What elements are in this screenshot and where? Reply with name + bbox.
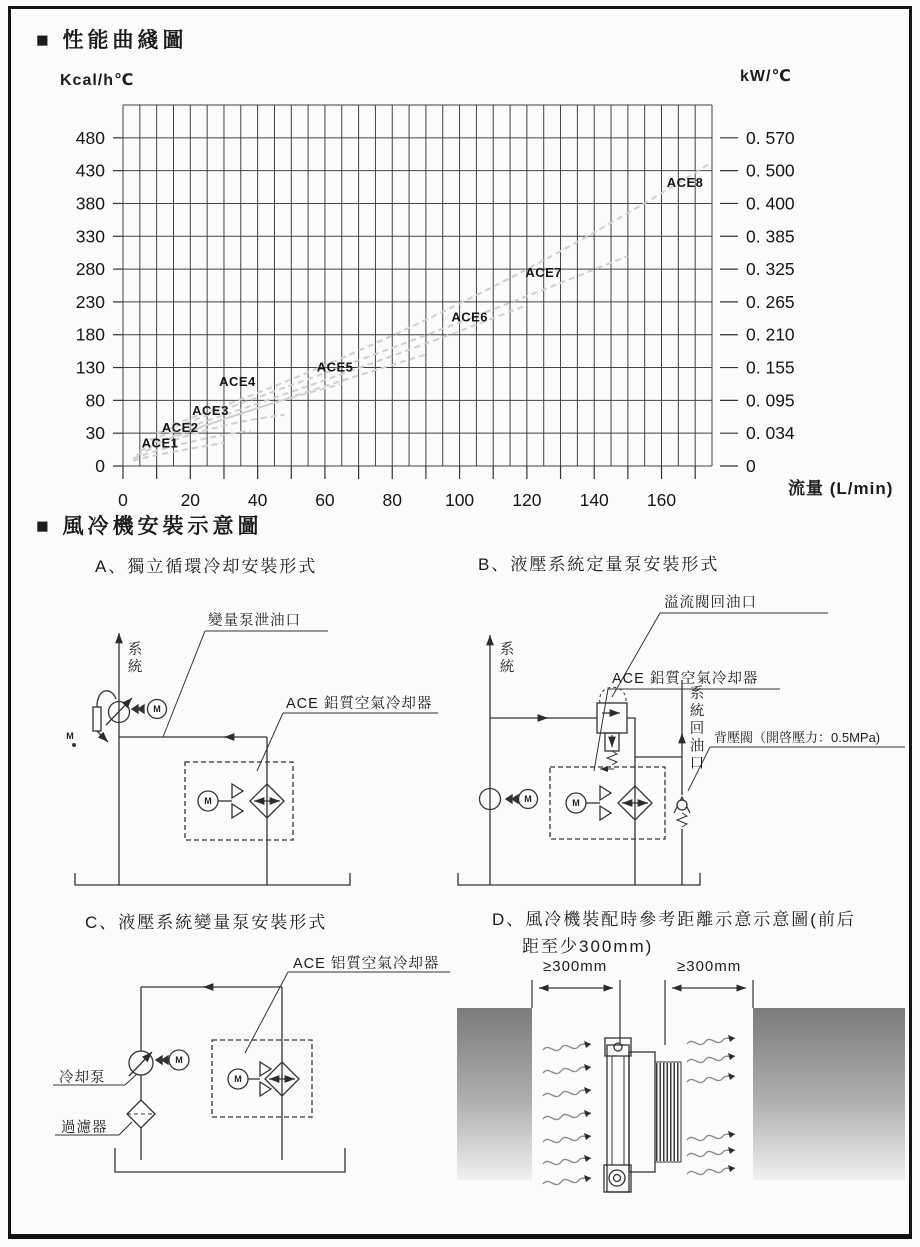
clearance-left-label: ≥300mm xyxy=(543,958,608,975)
cooler-label: ACE 鋁質空氣冷却器 xyxy=(286,696,433,712)
cooler-label: ACE 铝質空氣冷却器 xyxy=(293,956,440,972)
y-right-tick-label: 0. 265 xyxy=(746,291,795,312)
curve-label-ACE4: ACE4 xyxy=(219,373,256,389)
airflow-arrows-left xyxy=(543,1041,591,1185)
x-tick-label: 60 xyxy=(315,490,335,510)
system-label: 系統 xyxy=(125,641,142,676)
y-left-tick-label: 130 xyxy=(75,357,105,378)
y-right-tick-label: 0. 034 xyxy=(746,423,795,444)
y-right-tick-label: 0. 325 xyxy=(746,259,795,280)
curve-label-ACE3: ACE3 xyxy=(192,402,229,418)
y-left-tick-label: 80 xyxy=(85,390,105,411)
diagram-c xyxy=(45,950,460,1185)
y-left-tick-label: 180 xyxy=(75,324,105,345)
cooling-pump-label: 冷却泵 xyxy=(59,1070,106,1086)
motor-label: M xyxy=(572,798,580,808)
y-left-tick-label: 280 xyxy=(75,259,105,280)
y-right-tick-label: 0. 155 xyxy=(746,357,795,378)
diagram-c-title: C、液壓系統變量泵安裝形式 xyxy=(85,913,328,932)
dimension-lines xyxy=(532,980,753,1045)
diagram-a-title: A、獨立循環冷却安裝形式 xyxy=(95,557,318,576)
y-right-tick-label: 0 xyxy=(746,456,756,476)
curve-label-ACE6: ACE6 xyxy=(451,309,489,325)
curve-name-labels xyxy=(142,175,704,450)
y-left-tick-label: 430 xyxy=(75,160,105,181)
performance-chart xyxy=(0,0,920,520)
x-tick-label: 80 xyxy=(382,490,402,510)
y-right-tick-label: 0. 385 xyxy=(746,226,795,247)
y-left-tick-label: 230 xyxy=(75,291,105,312)
x-tick-label: 160 xyxy=(646,490,677,510)
section-title-install: ■ 風冷機安裝示意圖 xyxy=(36,515,263,538)
right-wall xyxy=(753,1008,905,1180)
y-left-tick-label: 330 xyxy=(75,226,105,247)
y-right-tick-label: 0. 210 xyxy=(746,324,795,345)
curve-label-ACE1: ACE1 xyxy=(141,435,179,451)
airflow-arrows-right xyxy=(687,1035,735,1175)
diagram-b-title: B、液壓系統定量泵安裝形式 xyxy=(478,555,720,574)
y-left-tick-label: 0 xyxy=(95,456,105,476)
diagram-b-lines xyxy=(458,613,905,885)
diagram-c-lines xyxy=(53,972,450,1172)
y-right-tick-label: 0. 500 xyxy=(746,160,795,181)
curve-label-ACE7: ACE7 xyxy=(525,264,563,280)
return-port-label: 系統回油口 xyxy=(687,685,704,773)
diagram-d xyxy=(455,950,915,1200)
x-tick-label: 140 xyxy=(579,490,609,510)
motor-label: M xyxy=(153,704,161,714)
curve-label-ACE2: ACE2 xyxy=(161,419,199,435)
section-title-performance: ■ 性能曲綫圖 xyxy=(36,29,188,52)
diagram-d-title-line1: D、風冷機裝配時參考距離示意示意圖(前后 xyxy=(492,910,856,929)
x-tick-label: 0 xyxy=(118,490,128,510)
y-right-tick-label: 0. 570 xyxy=(746,127,795,148)
left-wall xyxy=(457,1008,532,1180)
diagram-a-drawing xyxy=(60,595,450,895)
diagram-b xyxy=(450,585,915,900)
diagram-a xyxy=(60,595,450,895)
y-right-tick-label: 0. 095 xyxy=(746,390,795,411)
diagram-d-title-line2: 距至少300mm) xyxy=(522,937,654,957)
back-pressure-label: 背壓閥（開啓壓力：0.5MPa) xyxy=(714,730,881,745)
cooler-label: ACE 鋁質空氣冷却器 xyxy=(612,671,759,687)
drain-port-label: 變量泵泄油口 xyxy=(208,613,301,629)
relief-port-label: 溢流閥回油口 xyxy=(664,595,757,611)
motor-label: M xyxy=(66,731,74,741)
left-axis-unit: Kcal/h℃ xyxy=(60,72,135,89)
diagram-c-drawing xyxy=(45,950,460,1185)
y-right-tick-label: 0. 400 xyxy=(746,193,795,214)
motor-label: M xyxy=(524,794,532,804)
y-left-tick-label: 480 xyxy=(75,127,105,148)
y-left-tick-label: 30 xyxy=(85,423,105,444)
filter-label: 過濾器 xyxy=(61,1120,108,1136)
curve-label-ACE8: ACE8 xyxy=(666,175,704,191)
motor-label: M xyxy=(234,1074,242,1084)
curve-label-ACE5: ACE5 xyxy=(316,359,354,375)
motor-label: M xyxy=(175,1055,183,1065)
motor-label: M xyxy=(204,796,212,806)
fin-block xyxy=(656,1063,680,1161)
x-axis-title: 流量 (L/min) xyxy=(788,479,894,498)
x-tick-label: 40 xyxy=(247,490,268,510)
right-axis-unit: kW/℃ xyxy=(740,68,792,85)
y-left-tick-label: 380 xyxy=(75,193,105,214)
x-tick-label: 100 xyxy=(444,490,475,510)
system-label: 系統 xyxy=(497,641,514,676)
diagram-d-drawing xyxy=(455,950,915,1200)
x-tick-label: 20 xyxy=(180,490,201,510)
clearance-right-label: ≥300mm xyxy=(677,958,742,975)
x-tick-label: 120 xyxy=(512,490,542,510)
